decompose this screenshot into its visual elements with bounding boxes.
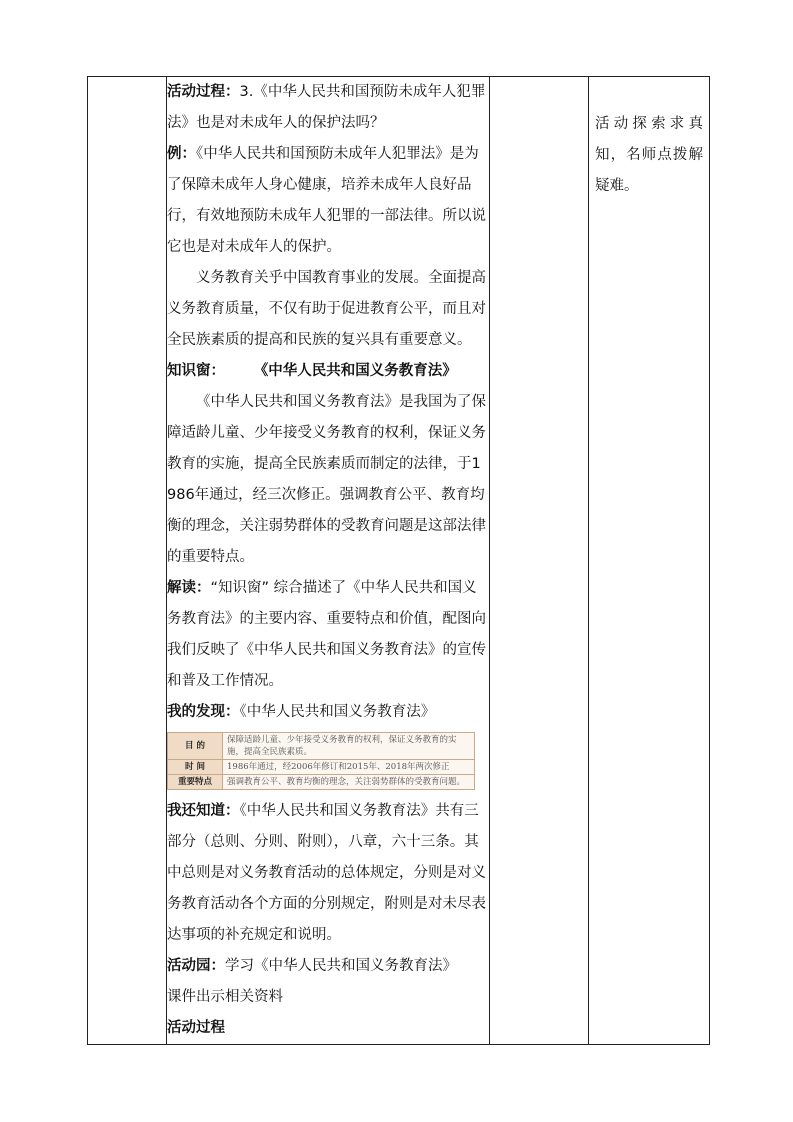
example-label: 例：	[167, 146, 196, 162]
my-discovery-heading: 我的发现：《中华人民共和国义务教育法》	[167, 704, 436, 720]
table-row	[168, 775, 475, 790]
table-row	[168, 733, 475, 760]
summary-label-time: 时 间	[168, 760, 223, 775]
lesson-plan-table	[87, 76, 710, 1045]
summary-label-features: 重要特点	[168, 775, 223, 790]
courseware-note: 课件出示相关资料	[167, 989, 283, 1005]
knowledge-window-heading	[167, 356, 489, 387]
interpretation-label: 解读：	[167, 580, 211, 596]
summary-label-purpose: 目 的	[168, 733, 223, 760]
knowledge-window-paragraph: 《中华人民共和国义务教育法》是我国为了保障适龄儿童、少年接受义务教育的权利，保证义务教育的实施，提高全民族素质而制定的法律，于1986年通过，经三次修正。强调教育公平、教育均衡的理念，关注弱势群体的受教育问题是这部法律的重要特点。	[167, 394, 486, 565]
knowledge-window-label: 知识窗：	[167, 363, 225, 379]
interpretation-paragraph: 解读：“知识窗” 综合描述了《中华人民共和国义务教育法》的主要内容、重要特点和价值，配图向我们反映了《中华人民共和国义务教育法》的宣传和普及工作情况。	[167, 580, 486, 689]
summary-value-time: 1986年通过，经2006年修订和2015年、2018年两次修正	[223, 760, 475, 775]
summary-value-features: 强调教育公平、教育均衡的理念，关注弱势群体的受教育问题。	[223, 775, 475, 790]
example-paragraph: 例：《中华人民共和国预防未成年人犯罪法》是为了保障未成年人身心健康，培养未成年人良好品行，有效地预防未成年人犯罪的一部法律。所以说它也是对未成年人的保护。	[167, 146, 486, 255]
blank-column-cell	[88, 77, 167, 1045]
activity-process-label: 活动过程：	[167, 84, 240, 100]
law-summary-table	[167, 732, 475, 790]
teaching-process-cell	[167, 77, 490, 1045]
activity-process-heading: 活动过程	[167, 1020, 225, 1036]
activity-garden-heading: 活动园：学习《中华人民共和国义务教育法》	[167, 958, 457, 974]
summary-value-purpose: 保障适龄儿童、少年接受义务教育的权利，保证义务教育的实施，提高全民族素质。	[223, 733, 475, 760]
also-know-paragraph: 我还知道：《中华人民共和国义务教育法》共有三部分（总则、分则、附则），八章，六十三条。其中总则是对义务教育活动的总体规定，分则是对义务教育活动各个方面的分别规定，附则是对未尽表达事项的补充规定和说明。	[167, 803, 486, 943]
blank-column-cell	[490, 77, 589, 1045]
table-row	[88, 77, 710, 1045]
knowledge-window-title: 《中华人民共和国义务教育法》	[261, 363, 457, 379]
my-discovery-label: 我的发现：	[167, 704, 240, 720]
design-intent-note: 活动探索求真知，名师点拨解疑难。	[595, 116, 703, 194]
activity-garden-label: 活动园：	[167, 958, 225, 974]
design-intent-cell	[589, 77, 710, 1045]
table-row	[168, 760, 475, 775]
also-know-label: 我还知道：	[167, 803, 240, 819]
compulsory-education-paragraph: 义务教育关乎中国教育事业的发展。全面提高义务教育质量，不仅有助于促进教育公平，而且对全民族素质的提高和民族的复兴具有重要意义。	[167, 270, 486, 348]
activity-process-question: 活动过程：3.《中华人民共和国预防未成年人犯罪法》也是对未成年人的保护法吗？	[167, 84, 486, 131]
